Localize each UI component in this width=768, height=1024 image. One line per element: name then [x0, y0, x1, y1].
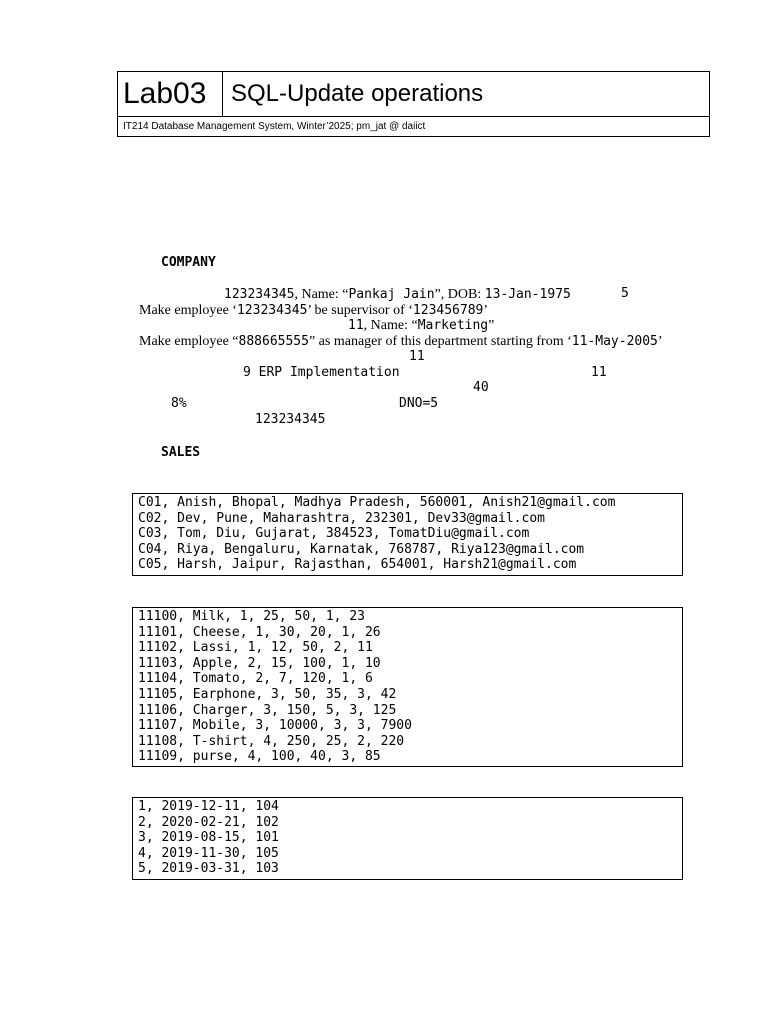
insert-dno: 5: [621, 286, 629, 301]
line2-emp: 123234345: [236, 303, 308, 318]
line3-dnum: 11: [348, 318, 364, 333]
insert-dob: 13-Jan-1975: [484, 287, 571, 302]
line4-prefix: Make employee “: [139, 334, 239, 349]
raise-condition: DNO=5: [399, 396, 439, 411]
order-data-box: [132, 797, 683, 880]
product-row: 11109, purse, 4, 100, 40, 3, 85: [138, 749, 381, 765]
line4-emp: 888665555: [238, 334, 309, 349]
line3-name-label: , Name: “: [363, 318, 418, 333]
product-row: 11108, T-shirt, 4, 250, 25, 2, 220: [138, 733, 405, 749]
course-subtitle: IT214 Database Management System, Winter’2025; pm_jat @ daiict: [123, 121, 426, 132]
project-dnum: 11: [591, 365, 607, 380]
line2-middle: ’ be supervisor of ‘: [307, 303, 413, 318]
line3-dname: Marketing: [417, 318, 489, 333]
order-row: 2, 2020-02-21, 102: [138, 814, 279, 830]
order-row: 4, 2019-11-30, 105: [138, 845, 279, 861]
sales-heading: SALES: [161, 445, 201, 460]
product-row: 11106, Charger, 3, 150, 5, 3, 125: [138, 702, 397, 718]
insert-ssn: 123234345: [224, 287, 295, 302]
order-row: 3, 2019-08-15, 101: [138, 830, 279, 846]
product-row: 11101, Cheese, 1, 30, 20, 1, 26: [138, 624, 381, 640]
product-row: 11107, Mobile, 3, 10000, 3, 3, 7900: [138, 718, 412, 734]
customer-data-box: [132, 493, 683, 576]
company-line-7: 40: [473, 380, 489, 395]
product-row: 11105, Earphone, 3, 50, 35, 3, 42: [138, 686, 397, 702]
customer-row: C05, Harsh, Jaipur, Rajasthan, 654001, Harsh21@gmail.com: [138, 557, 577, 573]
company-line-4: [139, 333, 663, 350]
company-line-9: 123234345: [255, 412, 326, 427]
lab-number: Lab03: [118, 72, 223, 116]
company-line-1: [224, 286, 571, 303]
line4-middle: ” as manager of this department starting from ‘: [308, 334, 572, 349]
product-row: 11100, Milk, 1, 25, 50, 1, 23: [138, 609, 365, 624]
line2-sup: 123456789: [412, 303, 484, 318]
product-data-box: [132, 607, 683, 767]
customer-row: C03, Tom, Diu, Gujarat, 384523, TomatDiu@gmail.com: [138, 526, 530, 542]
header-top-row: [118, 72, 709, 117]
company-line-5: 11: [409, 349, 425, 364]
line2-suffix: ’: [483, 303, 489, 318]
company-line-3: [348, 317, 494, 334]
product-row: 11103, Apple, 2, 15, 100, 1, 10: [138, 655, 381, 671]
company-heading: COMPANY: [161, 255, 216, 270]
line3-suffix: ”: [488, 318, 495, 333]
customer-row: C04, Riya, Bengaluru, Karnatak, 768787, Riya123@gmail.com: [138, 541, 585, 557]
insert-name: Pankaj Jain: [348, 287, 435, 302]
dob-label: ”, DOB:: [434, 287, 485, 302]
order-row: 5, 2019-03-31, 103: [138, 861, 279, 877]
line2-prefix: Make employee ‘: [139, 303, 237, 318]
customer-row: C01, Anish, Bhopal, Madhya Pradesh, 560001, Anish21@gmail.com: [138, 495, 616, 510]
raise-percent: 8%: [171, 396, 187, 411]
order-row: 1, 2019-12-11, 104: [138, 799, 279, 814]
line4-date: 11-May-2005: [571, 334, 658, 349]
name-label: , Name: “: [294, 287, 349, 302]
lab-header: [117, 71, 710, 137]
product-row: 11102, Lassi, 1, 12, 50, 2, 11: [138, 640, 373, 656]
project-number-name: 9 ERP Implementation: [243, 365, 400, 380]
line4-suffix: ’: [657, 334, 663, 349]
lab-title: SQL-Update operations: [231, 80, 484, 107]
customer-row: C02, Dev, Pune, Maharashtra, 232301, Dev33@gmail.com: [138, 510, 545, 526]
product-row: 11104, Tomato, 2, 7, 120, 1, 6: [138, 671, 373, 687]
